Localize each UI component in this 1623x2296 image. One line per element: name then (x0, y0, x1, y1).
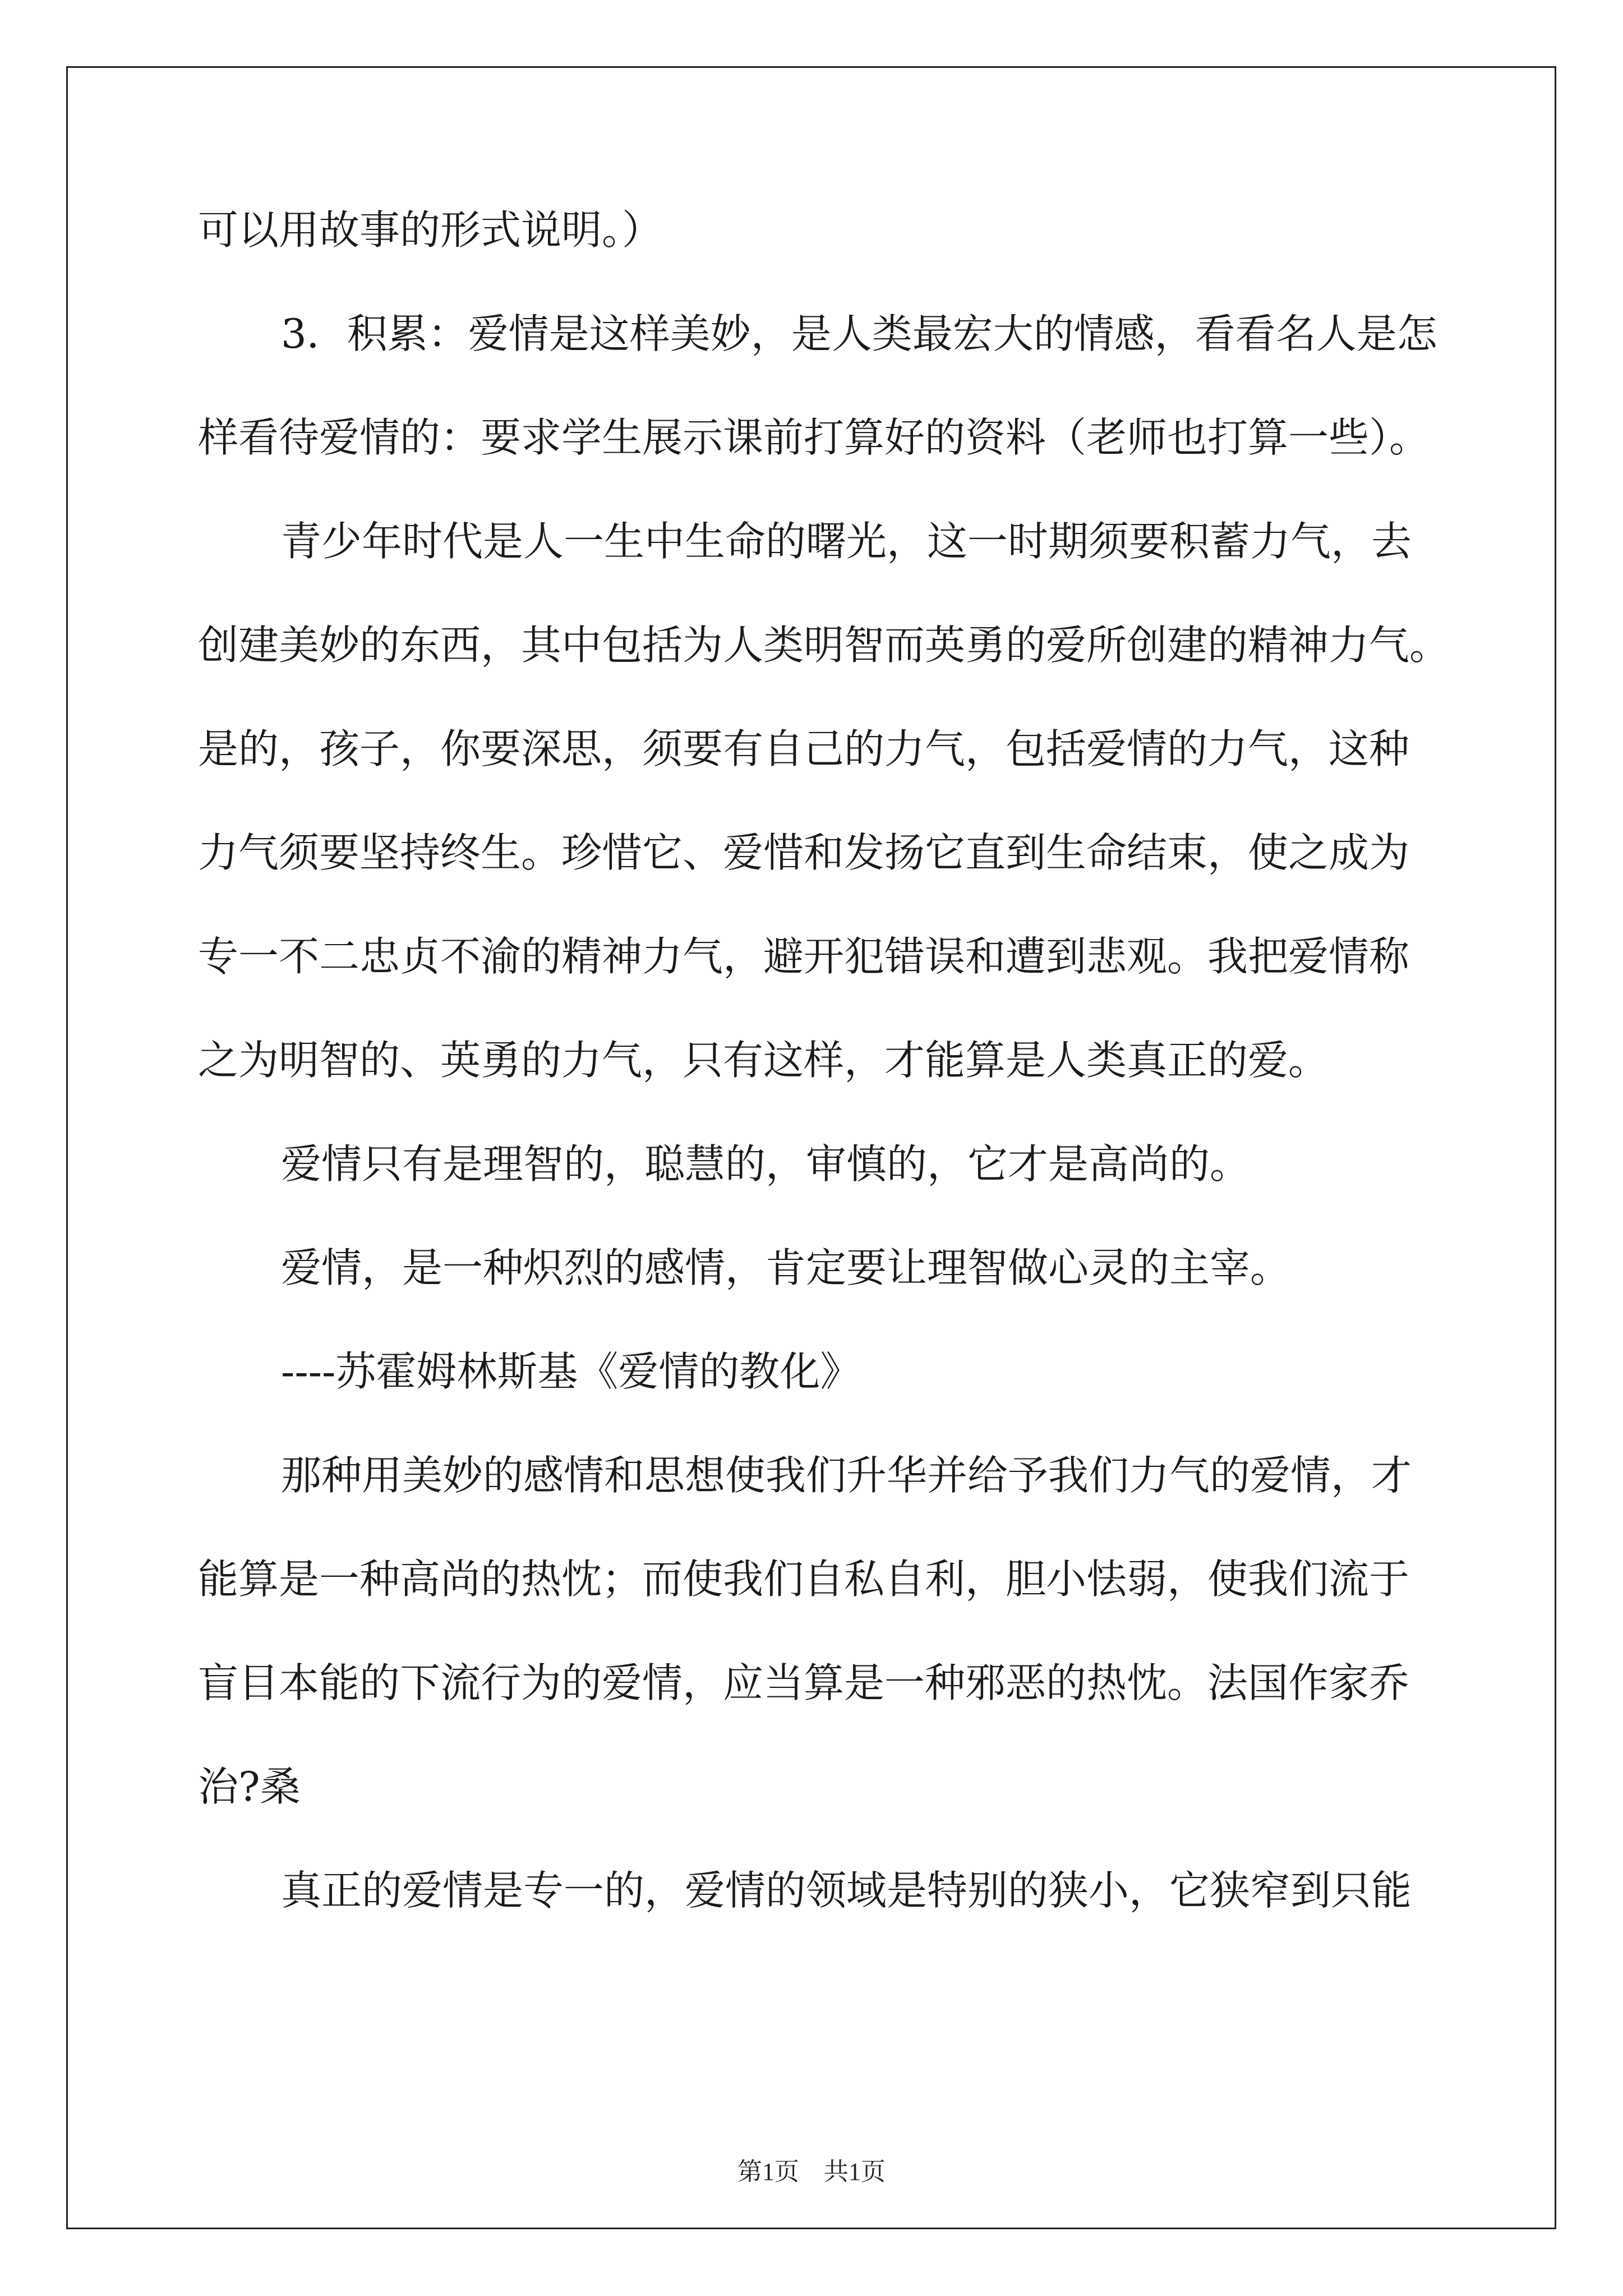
text-line: 之为明智的、英勇的力气，只有这样，才能算是人类真正的爱。 (198, 1037, 1329, 1084)
text-line: 爱情只有是理智的，聪慧的，审慎的，它才是高尚的。 (281, 1140, 1251, 1188)
text-line: 创建美妙的东西，其中包括为人类明智而英勇的爱所创建的精神力气。 (198, 622, 1450, 669)
text-line: 3．积累：爱情是这样美妙，是人类最宏大的情感，看看名人是怎 (281, 310, 1437, 357)
text-line: 力气须要坚持终生。珍惜它、爱惜和发扬它直到生命结束，使之成为 (198, 829, 1410, 876)
text-line: 爱情，是一种炽烈的感情，肯定要让理智做心灵的主宰。 (281, 1244, 1291, 1291)
text-line: 治?桑 (198, 1763, 301, 1810)
text-line: 能算是一种高尚的热忱；而使我们自私自利，胆小怯弱，使我们流于 (198, 1556, 1410, 1603)
text-line: 盲目本能的下流行为的爱情，应当算是一种邪恶的热忱。法国作家乔 (198, 1659, 1410, 1706)
quote-attribution: ----苏霍姆林斯基《爱情的教化》 (281, 1348, 861, 1395)
text-line: 可以用故事的形式说明。） (198, 206, 663, 254)
text-line: 那种用美妙的感情和思想使我们升华并给予我们力气的爱情，才 (281, 1452, 1412, 1499)
text-line: 青少年时代是人一生中生命的曙光，这一时期须要积蓄力气，去 (281, 518, 1412, 565)
page-number-footer: 第1页 共1页 (737, 2158, 886, 2185)
text-line: 样看待爱情的：要求学生展示课前打算好的资料（老师也打算一些）。 (198, 414, 1430, 461)
text-line: 专一不二忠贞不渝的精神力气，避开犯错误和遭到悲观。我把爱情称 (198, 933, 1410, 980)
text-line: 真正的爱情是专一的，爱情的领域是特别的狭小，它狭窄到只能 (281, 1867, 1412, 1914)
text-line: 是的，孩子，你要深思，须要有自己的力气，包括爱情的力气，这种 (198, 725, 1410, 772)
